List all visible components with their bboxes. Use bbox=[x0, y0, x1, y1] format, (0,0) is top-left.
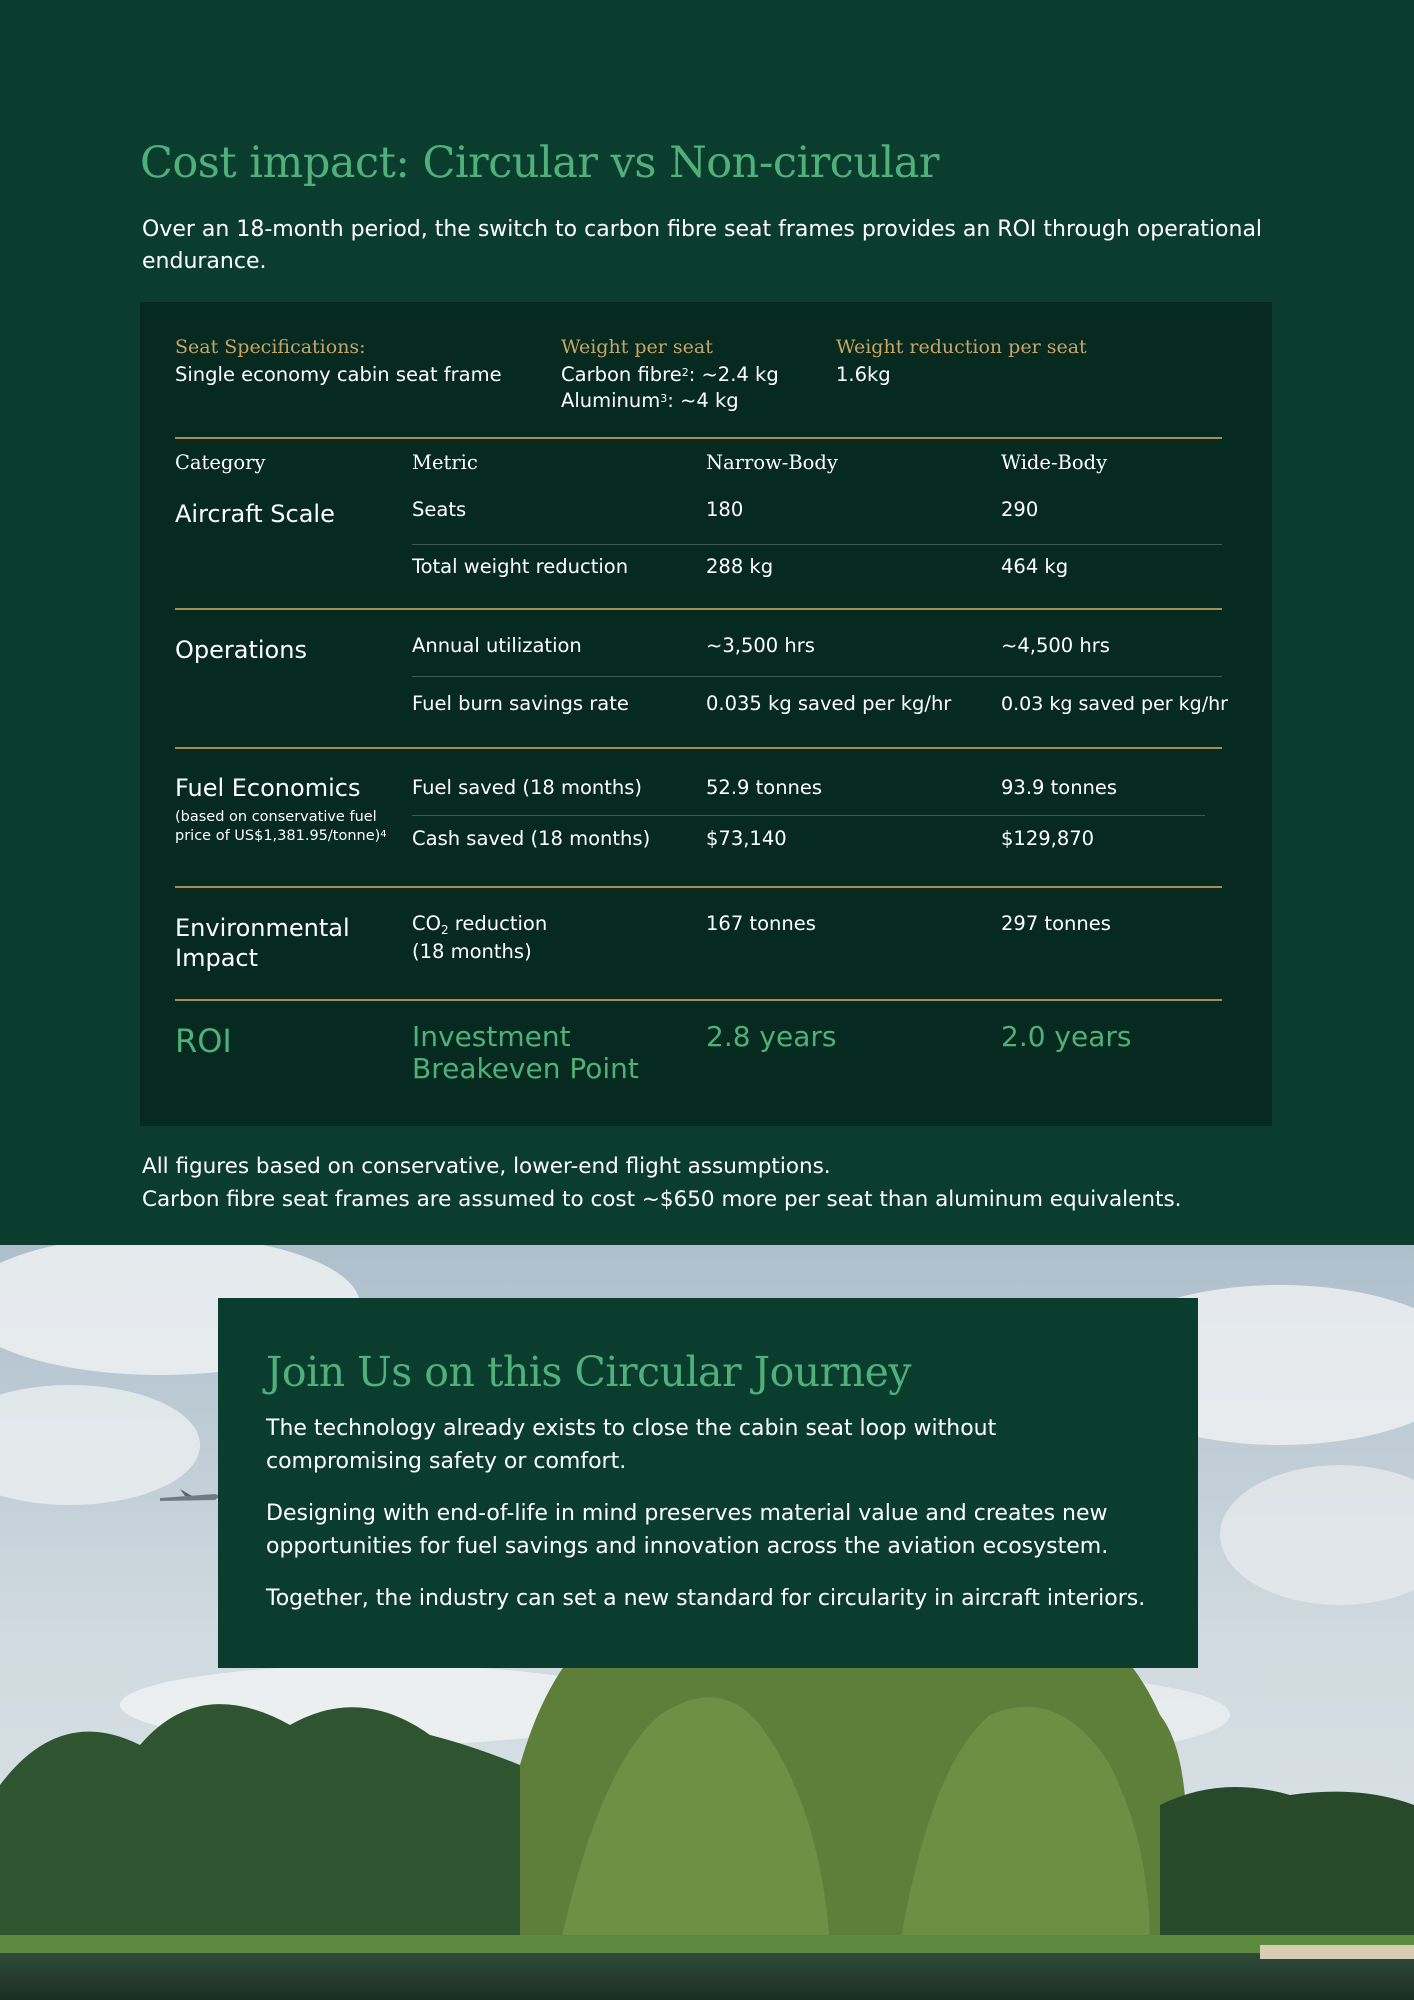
wide-roi: 2.0 years bbox=[1001, 1020, 1132, 1053]
narrow-annual-utilization: ~3,500 hrs bbox=[706, 634, 815, 657]
wide-cash-saved: $129,870 bbox=[1001, 827, 1095, 850]
seat-spec-block bbox=[175, 334, 502, 388]
header-narrow-body: Narrow-Body bbox=[706, 451, 838, 474]
narrow-seats: 180 bbox=[706, 498, 744, 521]
weight-per-seat-label: Weight per seat bbox=[561, 336, 713, 358]
page-title: Cost impact: Circular vs Non-circular bbox=[140, 138, 939, 188]
seat-spec-value: Single economy cabin seat frame bbox=[175, 363, 502, 386]
category-environmental-impact: Environmental Impact bbox=[175, 914, 350, 972]
cta-title: Join Us on this Circular Journey bbox=[266, 1348, 912, 1396]
footnote-line: Carbon fibre seat frames are assumed to cost ~$650 more per seat than aluminum equivalents. bbox=[142, 1187, 1182, 1212]
header-category: Category bbox=[175, 451, 266, 474]
narrow-fuel-burn-rate: 0.035 kg saved per kg/hr bbox=[706, 692, 952, 715]
row-divider bbox=[412, 815, 1205, 816]
divider bbox=[175, 608, 1222, 610]
category-aircraft-scale: Aircraft Scale bbox=[175, 500, 335, 528]
weight-reduction-value: 1.6kg bbox=[836, 363, 891, 386]
header-metric: Metric bbox=[412, 451, 478, 474]
metric-breakeven: Investment Breakeven Point bbox=[412, 1020, 639, 1085]
category-fuel-economics: Fuel Economics bbox=[175, 774, 361, 802]
intro-text: Over an 18-month period, the switch to carbon fibre seat frames provides an ROI through operational endurance. bbox=[142, 217, 1263, 274]
wide-fuel-burn-rate: 0.03 kg saved per kg/hr bbox=[1001, 693, 1228, 715]
category-roi: ROI bbox=[175, 1022, 232, 1060]
seat-spec-label: Seat Specifications: bbox=[175, 336, 366, 358]
narrow-cash-saved: $73,140 bbox=[706, 827, 787, 850]
wide-fuel-saved: 93.9 tonnes bbox=[1001, 776, 1118, 799]
cta-paragraph: Together, the industry can set a new standard for circularity in aircraft interiors. bbox=[266, 1586, 1146, 1611]
header-wide-body: Wide-Body bbox=[1001, 451, 1108, 474]
aluminum-weight: Aluminum$^3$: ~4 kg bbox=[561, 389, 739, 412]
weight-reduction-label: Weight reduction per seat bbox=[836, 336, 1087, 358]
divider bbox=[175, 747, 1222, 749]
metric-annual-utilization: Annual utilization bbox=[412, 634, 582, 657]
metric-total-weight: Total weight reduction bbox=[412, 555, 629, 578]
fuel-price-note: (based on conservative fuel price of US$1,381.95/tonne)$^4$ bbox=[175, 809, 387, 844]
row-divider bbox=[412, 544, 1222, 545]
cta-paragraph: The technology already exists to close the cabin seat loop without compromising safety or comfort. bbox=[266, 1416, 997, 1474]
metric-fuel-burn-rate: Fuel burn savings rate bbox=[412, 692, 629, 715]
metric-seats: Seats bbox=[412, 498, 467, 521]
narrow-co2-reduction: 167 tonnes bbox=[706, 912, 816, 935]
divider bbox=[175, 999, 1222, 1001]
narrow-roi: 2.8 years bbox=[706, 1020, 837, 1053]
weight-per-seat-block bbox=[561, 334, 779, 414]
call-to-action-box bbox=[218, 1298, 1198, 1668]
narrow-total-weight: 288 kg bbox=[706, 555, 774, 578]
weight-reduction-block bbox=[836, 334, 1087, 388]
divider bbox=[175, 886, 1222, 888]
metric-fuel-saved: Fuel saved (18 months) bbox=[412, 776, 643, 799]
carbon-weight: Carbon fibre$^2$: ~2.4 kg bbox=[561, 363, 779, 386]
wide-annual-utilization: ~4,500 hrs bbox=[1001, 634, 1110, 657]
metric-co2-reduction: $CO_2$ reduction (18 months) bbox=[412, 912, 548, 963]
narrow-fuel-saved: 52.9 tonnes bbox=[706, 776, 823, 799]
footnotes bbox=[142, 1150, 1181, 1216]
wide-seats: 290 bbox=[1001, 498, 1039, 521]
footnote-line: All figures based on conservative, lower-end flight assumptions. bbox=[142, 1154, 831, 1179]
category-operations: Operations bbox=[175, 636, 307, 664]
cta-paragraph: Designing with end-of-life in mind preserves material value and creates new opportunities for fuel savings and innovation across the aviation ecosystem. bbox=[266, 1501, 1109, 1559]
row-divider bbox=[412, 676, 1222, 677]
wide-total-weight: 464 kg bbox=[1001, 555, 1069, 578]
wide-co2-reduction: 297 tonnes bbox=[1001, 912, 1111, 935]
divider bbox=[175, 437, 1222, 439]
metric-cash-saved: Cash saved (18 months) bbox=[412, 827, 651, 850]
